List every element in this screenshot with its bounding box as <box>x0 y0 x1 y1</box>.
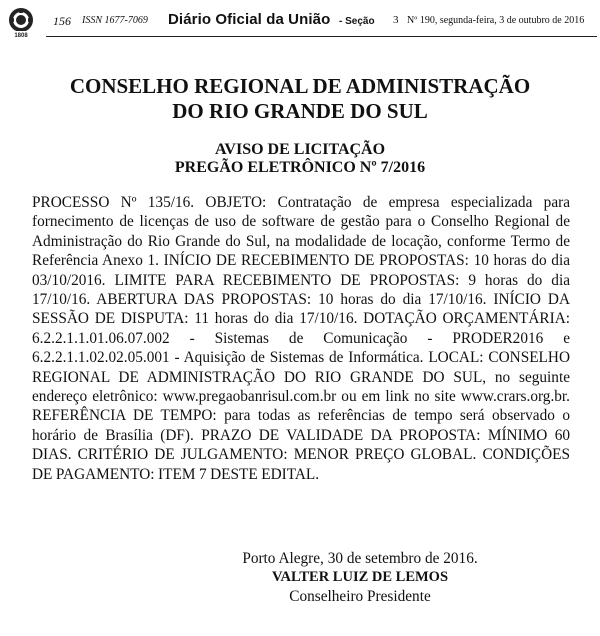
signature-block <box>190 549 530 606</box>
organization-title <box>0 74 600 124</box>
place-date: Porto Alegre, 30 de setembro de 2016. <box>242 550 478 567</box>
issn: ISSN 1677-7069 <box>82 15 148 26</box>
notice-title <box>0 141 600 177</box>
section-label: - Seção <box>339 16 375 27</box>
header-divider <box>46 36 597 37</box>
gazette-header <box>0 0 600 44</box>
publication-title: Diário Oficial da União <box>168 11 331 28</box>
page-number: 156 <box>53 14 71 28</box>
notice-body: PROCESSO Nº 135/16. OBJETO: Contratação de empresa especializada para fornecimento de licenças de uso de software de gestão para o Conselho Regional de Administração do Rio Grande do Sul, na modalidade de locação, conforme Termo de Referência Anexo 1. INÍCIO DE RECEBIMENTO DE PROPOSTAS: 10 horas do dia 03/10/2016. LIMITE PARA RECEBIMENTO DE PROPOSTAS: 9 horas do dia 17/10/16. ABERTURA DAS PROPOSTAS: 10 horas do dia 17/10/16. INÍCIO DA SESSÃO DE DISPUTA: 11 horas do dia 17/10/16. DOTAÇÃO ORÇAMENTÁRIA: 6.2.2.1.1.01.06.07.002 - Sistemas de Comunicação - PRODER2016 e 6.2.2.1.1.02.02.05.001 - Aquisição de Sistemas de Informática. LOCAL: CONSELHO REGIONAL DE ADMINISTRAÇÃO DO RIO GRANDE DO SUL, no seguinte endereço eletrônico: www.pregaobanrisul.com.br ou em link no site www.crars.org.br. REFERÊNCIA DE TEMPO: para todas as referências de tempo será observado o horário de Brasília (DF). PRAZO DE VALIDADE DA PROPOSTA: MÍNIMO 60 DIAS. CRITÉRIO DE JULGAMENTO: MENOR PREÇO GLOBAL. CONDIÇÕES DE PAGAMENTO: ITEM 7 DESTE EDITAL. <box>32 194 570 483</box>
notice-title-1: AVISO DE LICITAÇÃO <box>214 141 386 158</box>
section-number: 3 <box>393 14 399 26</box>
organization-line-2: DO RIO GRANDE DO SUL <box>172 99 428 123</box>
coat-of-arms-icon <box>4 5 38 39</box>
issue-info: Nº 190, segunda-feira, 3 de outubro de 2016 <box>407 15 585 26</box>
organization-line-1: CONSELHO REGIONAL DE ADMINISTRAÇÃO <box>69 74 531 98</box>
seal-year: 1808 <box>14 33 28 39</box>
signatory-name: VALTER LUIZ DE LEMOS <box>271 569 449 585</box>
notice-title-2: PREGÃO ELETRÔNICO Nº 7/2016 <box>174 159 426 176</box>
signatory-role: Conselheiro Presidente <box>289 588 431 605</box>
